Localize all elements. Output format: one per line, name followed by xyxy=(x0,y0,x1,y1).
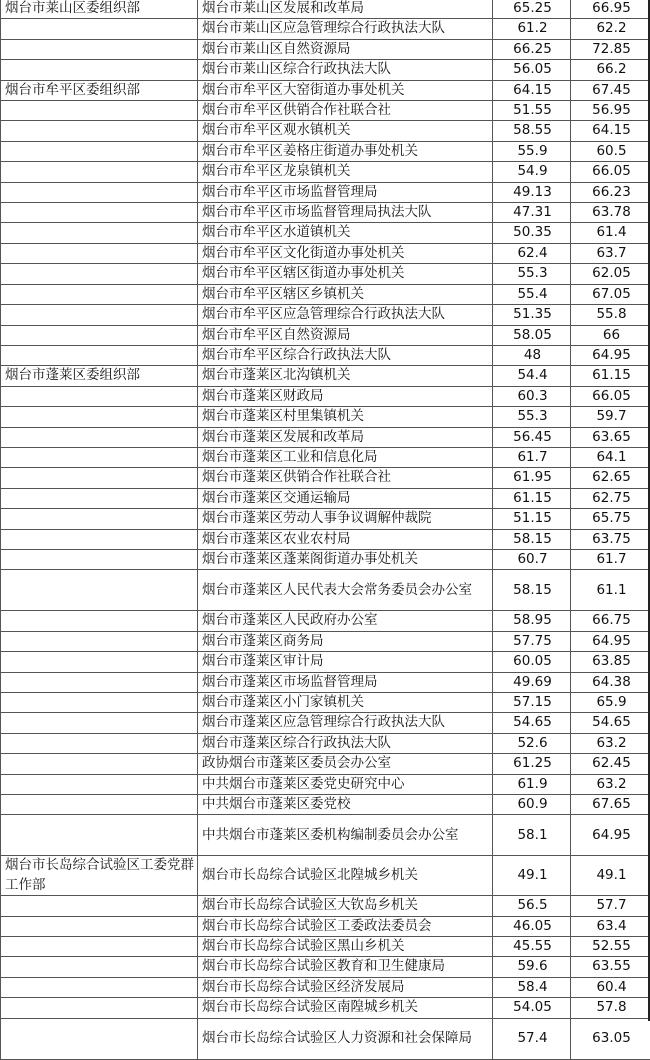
organizer-cell-continued xyxy=(1,223,198,243)
organizer-cell-continued xyxy=(1,468,198,488)
score-min-cell: 48 xyxy=(493,345,571,365)
score-min-cell: 66.25 xyxy=(493,39,571,59)
organizer-cell-continued xyxy=(1,488,198,508)
table-row xyxy=(1,652,650,672)
table-row xyxy=(1,162,650,182)
organizer-cell: 烟台市牟平区委组织部 xyxy=(1,80,198,100)
table-row xyxy=(1,693,650,713)
score-min-cell: 51.15 xyxy=(493,509,571,529)
table-row xyxy=(1,121,650,141)
unit-name-cell: 烟台市蓬莱区北沟镇机关 xyxy=(198,366,493,386)
organizer-cell-continued xyxy=(1,570,198,611)
table-row xyxy=(1,509,650,529)
score-min-cell: 60.9 xyxy=(493,795,571,815)
unit-name-cell: 烟台市蓬莱区供销合作社联合社 xyxy=(198,468,493,488)
score-min-cell: 45.55 xyxy=(493,937,571,957)
organizer-cell-continued xyxy=(1,203,198,223)
unit-name-cell: 烟台市蓬莱区工业和信息化局 xyxy=(198,447,493,467)
organizer-cell-continued xyxy=(1,529,198,549)
score-max-cell: 62.75 xyxy=(571,488,650,508)
organizer-cell-continued xyxy=(1,305,198,325)
table-row xyxy=(1,754,650,774)
organizer-cell-continued xyxy=(1,447,198,467)
table-row xyxy=(1,19,650,39)
score-max-cell: 67.45 xyxy=(571,80,650,100)
score-min-cell: 57.4 xyxy=(493,1018,571,1059)
score-min-cell: 58.4 xyxy=(493,977,571,997)
organizer-cell-continued xyxy=(1,916,198,936)
score-max-cell: 52.55 xyxy=(571,937,650,957)
score-max-cell: 62.2 xyxy=(571,19,650,39)
score-max-cell: 64.95 xyxy=(571,815,650,856)
score-max-cell: 62.45 xyxy=(571,754,650,774)
score-max-cell: 66.05 xyxy=(571,386,650,406)
table-row xyxy=(1,795,650,815)
organizer-cell-continued xyxy=(1,19,198,39)
score-max-cell: 63.2 xyxy=(571,774,650,794)
table-row xyxy=(1,427,650,447)
unit-name-cell: 烟台市蓬莱区农业农村局 xyxy=(198,529,493,549)
score-max-cell: 66.95 xyxy=(571,0,650,19)
unit-name-cell: 烟台市牟平区辖区乡镇机关 xyxy=(198,284,493,304)
organizer-cell-continued xyxy=(1,693,198,713)
score-min-cell: 65.25 xyxy=(493,0,571,19)
organizer-cell: 烟台市长岛综合试验区工委党群工作部 xyxy=(1,856,198,896)
organizer-cell-continued xyxy=(1,386,198,406)
organizer-cell-continued xyxy=(1,733,198,753)
table-row xyxy=(1,407,650,427)
unit-name-cell: 烟台市牟平区水道镇机关 xyxy=(198,223,493,243)
score-max-cell: 62.65 xyxy=(571,468,650,488)
unit-name-cell: 烟台市牟平区观水镇机关 xyxy=(198,121,493,141)
unit-name-cell: 烟台市长岛综合试验区工委政法委员会 xyxy=(198,916,493,936)
score-min-cell: 55.3 xyxy=(493,264,571,284)
score-max-cell: 63.05 xyxy=(571,1018,650,1059)
unit-name-cell: 烟台市牟平区龙泉镇机关 xyxy=(198,162,493,182)
score-max-cell: 56.95 xyxy=(571,101,650,121)
unit-name-cell: 烟台市长岛综合试验区北隍城乡机关 xyxy=(198,856,493,896)
table-row xyxy=(1,345,650,365)
unit-name-cell: 烟台市莱山区发展和改革局 xyxy=(198,0,493,19)
table-row xyxy=(1,937,650,957)
unit-name-cell: 烟台市牟平区大窑街道办事处机关 xyxy=(198,80,493,100)
table-row xyxy=(1,101,650,121)
score-min-cell: 64.15 xyxy=(493,80,571,100)
organizer-cell-continued xyxy=(1,284,198,304)
score-min-cell: 51.35 xyxy=(493,305,571,325)
table-row xyxy=(1,570,650,611)
organizer-cell-continued xyxy=(1,1018,198,1059)
score-max-cell: 63.2 xyxy=(571,733,650,753)
unit-name-cell: 烟台市牟平区市场监督管理局执法大队 xyxy=(198,203,493,223)
unit-name-cell: 烟台市蓬莱区蓬莱阁街道办事处机关 xyxy=(198,549,493,569)
score-min-cell: 49.13 xyxy=(493,182,571,202)
score-max-cell: 64.1 xyxy=(571,447,650,467)
score-max-cell: 61.15 xyxy=(571,366,650,386)
score-min-cell: 50.35 xyxy=(493,223,571,243)
table-row xyxy=(1,243,650,263)
table-row xyxy=(1,366,650,386)
unit-name-cell: 烟台市牟平区姜格庄街道办事处机关 xyxy=(198,141,493,161)
table-row xyxy=(1,611,650,631)
organizer-cell-continued xyxy=(1,509,198,529)
score-max-cell: 57.8 xyxy=(571,998,650,1018)
organizer-cell-continued xyxy=(1,345,198,365)
unit-name-cell: 烟台市牟平区综合行政执法大队 xyxy=(198,345,493,365)
unit-name-cell: 烟台市蓬莱区小门家镇机关 xyxy=(198,693,493,713)
table-row xyxy=(1,713,650,733)
organizer-cell-continued xyxy=(1,407,198,427)
score-min-cell: 58.05 xyxy=(493,325,571,345)
score-min-cell: 60.05 xyxy=(493,652,571,672)
table-row xyxy=(1,672,650,692)
score-min-cell: 47.31 xyxy=(493,203,571,223)
table-row xyxy=(1,977,650,997)
score-max-cell: 61.4 xyxy=(571,223,650,243)
score-min-cell: 51.55 xyxy=(493,101,571,121)
organizer-cell-continued xyxy=(1,182,198,202)
unit-name-cell: 烟台市蓬莱区人民政府办公室 xyxy=(198,611,493,631)
unit-name-cell: 烟台市牟平区文化街道办事处机关 xyxy=(198,243,493,263)
organizer-cell-continued xyxy=(1,101,198,121)
score-max-cell: 57.7 xyxy=(571,896,650,916)
unit-name-cell: 烟台市牟平区自然资源局 xyxy=(198,325,493,345)
unit-name-cell: 政协烟台市蓬莱区委员会办公室 xyxy=(198,754,493,774)
score-max-cell: 66 xyxy=(571,325,650,345)
score-max-cell: 62.05 xyxy=(571,264,650,284)
score-max-cell: 65.75 xyxy=(571,509,650,529)
unit-name-cell: 烟台市牟平区市场监督管理局 xyxy=(198,182,493,202)
score-min-cell: 58.95 xyxy=(493,611,571,631)
organizer-cell-continued xyxy=(1,141,198,161)
table-row xyxy=(1,80,650,100)
score-max-cell: 63.78 xyxy=(571,203,650,223)
organizer-cell-continued xyxy=(1,896,198,916)
unit-name-cell: 烟台市长岛综合试验区教育和卫生健康局 xyxy=(198,957,493,977)
unit-name-cell: 烟台市莱山区自然资源局 xyxy=(198,39,493,59)
score-min-cell: 62.4 xyxy=(493,243,571,263)
unit-name-cell: 烟台市长岛综合试验区人力资源和社会保障局 xyxy=(198,1018,493,1059)
unit-name-cell: 烟台市长岛综合试验区经济发展局 xyxy=(198,977,493,997)
table-row xyxy=(1,447,650,467)
score-min-cell: 61.25 xyxy=(493,754,571,774)
unit-name-cell: 烟台市莱山区应急管理综合行政执法大队 xyxy=(198,19,493,39)
score-min-cell: 61.2 xyxy=(493,19,571,39)
score-max-cell: 64.15 xyxy=(571,121,650,141)
unit-name-cell: 烟台市蓬莱区村里集镇机关 xyxy=(198,407,493,427)
score-min-cell: 54.9 xyxy=(493,162,571,182)
organizer-cell-continued xyxy=(1,325,198,345)
organizer-cell-continued xyxy=(1,815,198,856)
unit-name-cell: 烟台市蓬莱区应急管理综合行政执法大队 xyxy=(198,713,493,733)
score-max-cell: 64.38 xyxy=(571,672,650,692)
unit-name-cell: 烟台市莱山区综合行政执法大队 xyxy=(198,60,493,80)
unit-name-cell: 烟台市蓬莱区商务局 xyxy=(198,631,493,651)
score-max-cell: 63.55 xyxy=(571,957,650,977)
score-min-cell: 49.1 xyxy=(493,856,571,896)
organizer-cell-continued xyxy=(1,243,198,263)
organizer-cell-continued xyxy=(1,713,198,733)
organizer-cell-continued xyxy=(1,937,198,957)
table-row xyxy=(1,774,650,794)
score-min-cell: 61.9 xyxy=(493,774,571,794)
unit-name-cell: 烟台市牟平区供销合作社联合社 xyxy=(198,101,493,121)
organizer-cell-continued xyxy=(1,427,198,447)
score-min-cell: 58.1 xyxy=(493,815,571,856)
unit-name-cell: 烟台市蓬莱区劳动人事争议调解仲裁院 xyxy=(198,509,493,529)
unit-name-cell: 烟台市牟平区辖区街道办事处机关 xyxy=(198,264,493,284)
score-min-cell: 61.15 xyxy=(493,488,571,508)
score-max-cell: 63.75 xyxy=(571,529,650,549)
table-row xyxy=(1,856,650,896)
score-min-cell: 46.05 xyxy=(493,916,571,936)
unit-name-cell: 烟台市长岛综合试验区南隍城乡机关 xyxy=(198,998,493,1018)
table-row xyxy=(1,203,650,223)
results-table-body xyxy=(1,0,650,1059)
unit-name-cell: 中共烟台市蓬莱区委机构编制委员会办公室 xyxy=(198,815,493,856)
score-min-cell: 57.75 xyxy=(493,631,571,651)
score-min-cell: 56.05 xyxy=(493,60,571,80)
score-max-cell: 66.2 xyxy=(571,60,650,80)
organizer-cell-continued xyxy=(1,549,198,569)
score-max-cell: 60.4 xyxy=(571,977,650,997)
organizer-cell: 烟台市莱山区委组织部 xyxy=(1,0,198,19)
table-row xyxy=(1,0,650,19)
score-min-cell: 58.15 xyxy=(493,570,571,611)
score-max-cell: 64.95 xyxy=(571,345,650,365)
score-min-cell: 59.6 xyxy=(493,957,571,977)
score-min-cell: 54.05 xyxy=(493,998,571,1018)
score-max-cell: 63.7 xyxy=(571,243,650,263)
organizer-cell-continued xyxy=(1,652,198,672)
unit-name-cell: 烟台市蓬莱区审计局 xyxy=(198,652,493,672)
table-row xyxy=(1,733,650,753)
score-min-cell: 58.55 xyxy=(493,121,571,141)
table-row xyxy=(1,896,650,916)
organizer-cell-continued xyxy=(1,121,198,141)
table-row xyxy=(1,325,650,345)
table-row xyxy=(1,998,650,1018)
organizer-cell-continued xyxy=(1,977,198,997)
score-max-cell: 63.4 xyxy=(571,916,650,936)
organizer-cell: 烟台市蓬莱区委组织部 xyxy=(1,366,198,386)
score-max-cell: 66.05 xyxy=(571,162,650,182)
score-min-cell: 60.3 xyxy=(493,386,571,406)
score-max-cell: 67.05 xyxy=(571,284,650,304)
unit-name-cell: 烟台市牟平区应急管理综合行政执法大队 xyxy=(198,305,493,325)
table-row xyxy=(1,488,650,508)
organizer-cell-continued xyxy=(1,264,198,284)
score-min-cell: 56.5 xyxy=(493,896,571,916)
score-max-cell: 61.1 xyxy=(571,570,650,611)
score-max-cell: 63.65 xyxy=(571,427,650,447)
score-min-cell: 56.45 xyxy=(493,427,571,447)
score-min-cell: 54.4 xyxy=(493,366,571,386)
unit-name-cell: 中共烟台市蓬莱区委党校 xyxy=(198,795,493,815)
score-min-cell: 61.95 xyxy=(493,468,571,488)
score-max-cell: 54.65 xyxy=(571,713,650,733)
unit-name-cell: 烟台市蓬莱区人民代表大会常务委员会办公室 xyxy=(198,570,493,611)
table-row xyxy=(1,468,650,488)
score-min-cell: 55.9 xyxy=(493,141,571,161)
table-row xyxy=(1,957,650,977)
score-max-cell: 49.1 xyxy=(571,856,650,896)
organizer-cell-continued xyxy=(1,39,198,59)
score-max-cell: 60.5 xyxy=(571,141,650,161)
table-row xyxy=(1,386,650,406)
score-min-cell: 52.6 xyxy=(493,733,571,753)
table-row xyxy=(1,815,650,856)
unit-name-cell: 烟台市长岛综合试验区大钦岛乡机关 xyxy=(198,896,493,916)
score-min-cell: 49.69 xyxy=(493,672,571,692)
unit-name-cell: 烟台市蓬莱区发展和改革局 xyxy=(198,427,493,447)
unit-name-cell: 中共烟台市蓬莱区委党史研究中心 xyxy=(198,774,493,794)
score-max-cell: 61.7 xyxy=(571,549,650,569)
organizer-cell-continued xyxy=(1,795,198,815)
table-row xyxy=(1,264,650,284)
table-row xyxy=(1,60,650,80)
organizer-cell-continued xyxy=(1,60,198,80)
unit-name-cell: 烟台市蓬莱区财政局 xyxy=(198,386,493,406)
score-min-cell: 55.4 xyxy=(493,284,571,304)
score-min-cell: 58.15 xyxy=(493,529,571,549)
score-max-cell: 72.85 xyxy=(571,39,650,59)
unit-name-cell: 烟台市蓬莱区交通运输局 xyxy=(198,488,493,508)
score-min-cell: 57.15 xyxy=(493,693,571,713)
table-row xyxy=(1,916,650,936)
score-max-cell: 66.23 xyxy=(571,182,650,202)
unit-name-cell: 烟台市长岛综合试验区黑山乡机关 xyxy=(198,937,493,957)
score-max-cell: 65.9 xyxy=(571,693,650,713)
table-row xyxy=(1,549,650,569)
organizer-cell-continued xyxy=(1,774,198,794)
organizer-cell-continued xyxy=(1,162,198,182)
score-max-cell: 66.75 xyxy=(571,611,650,631)
score-max-cell: 59.7 xyxy=(571,407,650,427)
organizer-cell-continued xyxy=(1,611,198,631)
organizer-cell-continued xyxy=(1,957,198,977)
table-row xyxy=(1,529,650,549)
organizer-cell-continued xyxy=(1,998,198,1018)
organizer-cell-continued xyxy=(1,631,198,651)
score-min-cell: 54.65 xyxy=(493,713,571,733)
unit-name-cell: 烟台市蓬莱区市场监督管理局 xyxy=(198,672,493,692)
table-row xyxy=(1,39,650,59)
table-row xyxy=(1,182,650,202)
score-max-cell: 64.95 xyxy=(571,631,650,651)
score-max-cell: 63.85 xyxy=(571,652,650,672)
table-row xyxy=(1,305,650,325)
score-min-cell: 61.7 xyxy=(493,447,571,467)
organizer-cell-continued xyxy=(1,754,198,774)
score-max-cell: 67.65 xyxy=(571,795,650,815)
table-row xyxy=(1,223,650,243)
score-min-cell: 60.7 xyxy=(493,549,571,569)
score-min-cell: 55.3 xyxy=(493,407,571,427)
score-max-cell: 55.8 xyxy=(571,305,650,325)
organizer-cell-continued xyxy=(1,672,198,692)
unit-name-cell: 烟台市蓬莱区综合行政执法大队 xyxy=(198,733,493,753)
table-row xyxy=(1,631,650,651)
table-row xyxy=(1,141,650,161)
table-row xyxy=(1,1018,650,1059)
table-row xyxy=(1,284,650,304)
